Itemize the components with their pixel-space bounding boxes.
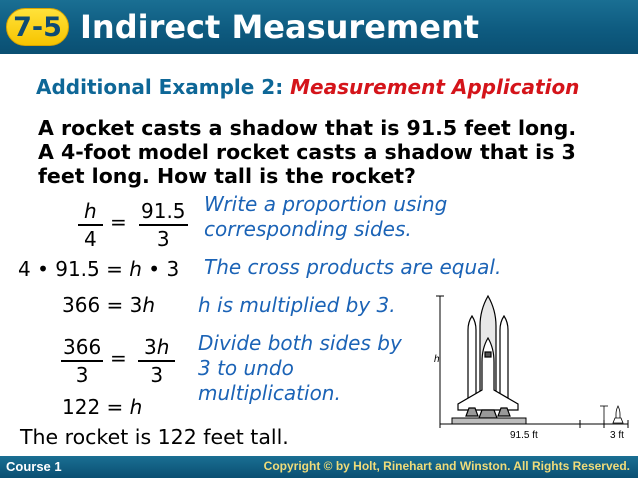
simplified-equation: 366 = 3h [62,293,156,317]
note-line: multiplication. [198,381,341,405]
fraction-numerator: 366 [61,334,103,362]
note-line: corresponding sides. [204,217,412,241]
cross-product-note: The cross products are equal. [204,255,502,279]
lesson-badge: 7-5 [6,8,69,46]
divide-left-fraction [61,334,103,388]
shadow-label: 91.5 ft [510,430,538,441]
model-rocket-icon [600,406,623,424]
fraction-numerator: 3h [138,334,175,362]
divide-note [198,331,402,406]
proportion-note [204,192,447,242]
divide-right-fraction [138,334,175,388]
page-title: Indirect Measurement [80,8,480,46]
problem-line: feet long. How tall is the rocket? [38,164,416,188]
launch-pad [452,418,526,424]
problem-line: A rocket casts a shadow that is 91.5 feet long. [38,116,577,140]
model-shadow-label: 3 ft [610,430,624,441]
fraction-numerator: 91.5 [139,198,188,226]
rocket-icon [458,296,518,418]
proportion-left-fraction [78,198,103,252]
equals-sign: = [110,346,127,370]
note-line: Write a proportion using [204,192,448,216]
conclusion-text: The rocket is 122 feet tall. [20,425,289,449]
note-line: 3 to undo [198,356,294,380]
footer-bar [0,456,638,478]
fraction-denominator: 3 [150,363,164,387]
height-label: h [434,354,440,365]
fraction-denominator: 4 [83,227,97,251]
fraction-denominator: 3 [156,227,170,251]
application-label: Measurement Application [290,75,580,99]
result-equation: 122 = h [62,395,143,419]
equals-sign: = [110,210,127,234]
title-bar [0,0,638,54]
proportion-right-fraction [139,198,188,252]
note-line: Divide both sides by [198,331,402,355]
simplify-note: h is multiplied by 3. [198,293,396,317]
problem-statement [38,116,618,188]
example-subtitle [36,75,579,99]
problem-line: A 4-foot model rocket casts a shadow that is 3 [38,140,576,164]
fraction-denominator: 3 [75,363,89,387]
course-label: Course 1 [6,459,62,474]
cross-product-expression: 4 • 91.5 = h • 3 [18,257,180,281]
fraction-numerator: h [78,198,103,226]
rocket-shadow-illustration [432,292,637,442]
example-label: Additional Example 2: [36,75,291,99]
copyright-notice: Copyright © by Holt, Rinehart and Winston. All Rights Reserved. [263,459,630,473]
